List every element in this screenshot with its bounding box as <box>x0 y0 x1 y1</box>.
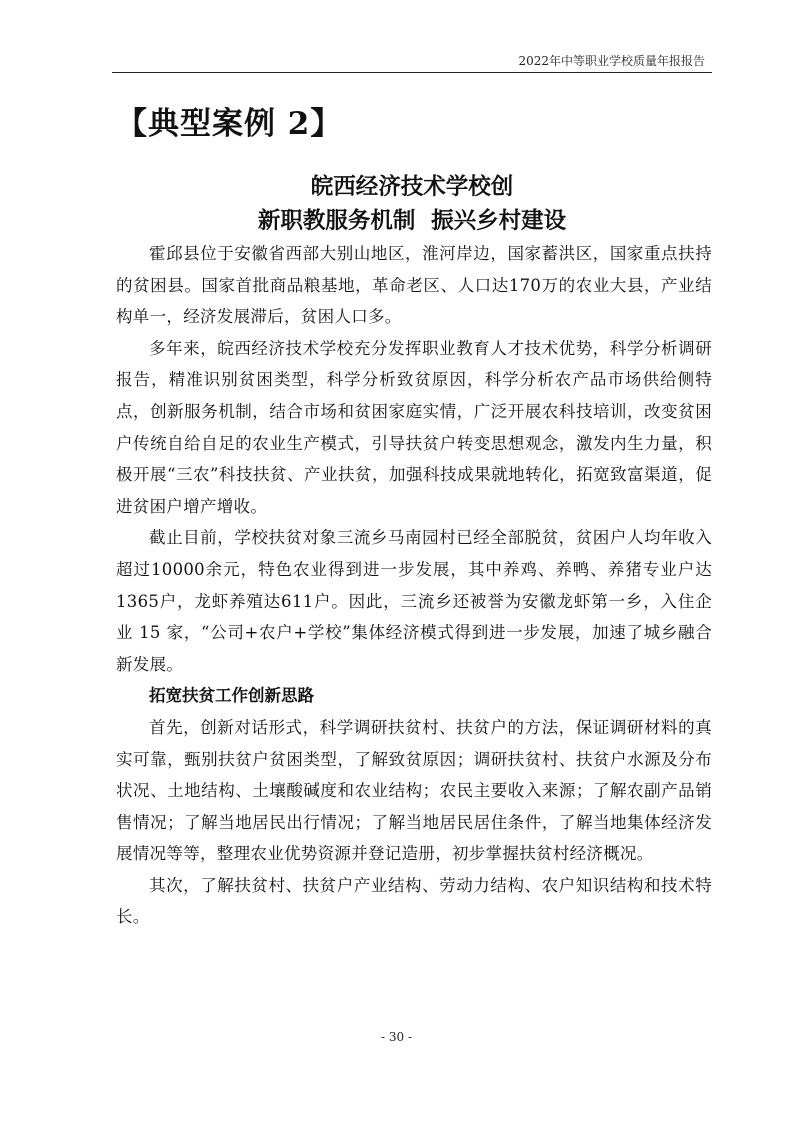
paragraph-intro: 霍邱县位于安徽省西部大别山地区，淮河岸边，国家蓄洪区，国家重点扶持的贫困县。国家首批商品粮基地，革命老区、人口达170万的农业大县，产业结构单一，经济发展滞后，贫困人口多。 <box>116 244 712 327</box>
article-title-line-1: 皖西经济技术学校创 <box>310 174 514 200</box>
section-heading: 拓宽扶贫工作创新思路 <box>149 686 314 706</box>
paragraph-approach: 多年来，皖西经济技术学校充分发挥职业教育人才技术优势，科学分析调研报告，精准识别贫困类型，科学分析致贫原因，科学分析农产品市场供给侧特点，创新服务机制，结合市场和贫困家庭实情，广泛开展农科技培训，改变贫困户传统自给自足的农业生产模式，引导扶贫户转变思想观念，激发内生力量，积极开展“三农”科技扶贫、产业扶贫，加强科技成果就地转化，拓宽致富渠道，促进贫困户增产增收。 <box>116 338 712 516</box>
page-number: - 30 - <box>380 1030 412 1044</box>
paragraph-results: 截止目前，学校扶贫对象三流乡马南园村已经全部脱贫，贫困户人均年收入超过10000余元，特色农业得到进一步发展，其中养鸡、养鸭、养猪专业户达1365户，龙虾养殖达611户。因此，三流乡还被誉为安徽龙虾第一乡，入住企业 15 家，“公司+农户+学校”集体经济模式得到进一步发展，加速了城乡融合新发展。 <box>116 528 712 674</box>
article-title <box>112 170 712 238</box>
article-body <box>116 238 712 933</box>
case-title: 【典型案例 2】 <box>116 106 343 142</box>
article-title-line-2: 新职教服务机制 振兴乡村建设 <box>257 208 567 234</box>
paragraph-second-step: 其次，了解扶贫村、扶贫户产业结构、劳动力结构、农户知识结构和技术特长。 <box>116 875 712 927</box>
paragraph-first-step: 首先，创新对话形式，科学调研扶贫村、扶贫户的方法，保证调研材料的真实可靠，甄别扶贫户贫困类型，了解致贫原因；调研扶贫村、扶贫户水源及分布状况、土地结构、土壤酸碱度和农业结构；农民主要收入来源；了解农副产品销售情况；了解当地居民出行情况；了解当地居民居住条件，了解当地集体经济发展情况等等，整理农业优势资源并登记造册，初步掌握扶贫村经济概况。 <box>116 717 712 864</box>
header-divider <box>112 72 712 73</box>
running-header: 2022年中等职业学校质量年报报告 <box>518 54 705 68</box>
